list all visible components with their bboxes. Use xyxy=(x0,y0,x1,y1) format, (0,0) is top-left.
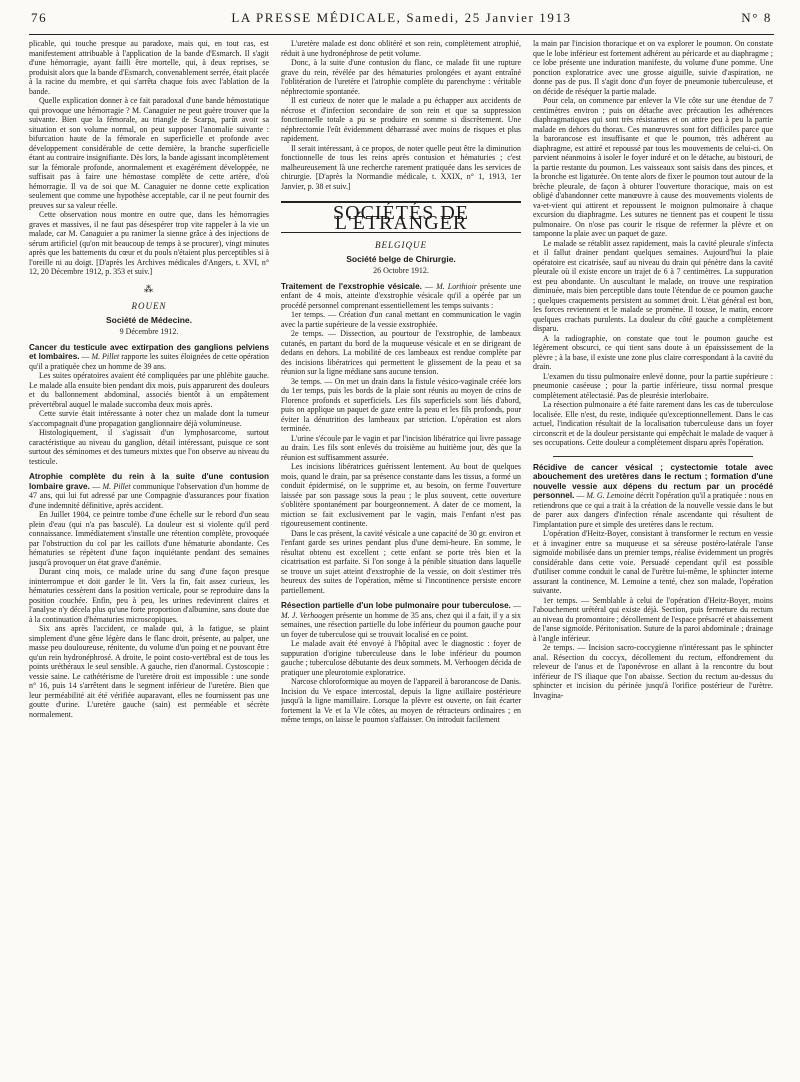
section-banner: SOCIÉTÉS DE L'ÉTRANGER xyxy=(281,201,521,233)
paragraph: Il est curieux de noter que le malade a pu échapper aux accidents de nécrose et d'infection secondaire de son rein et que sa suppression fonctionnelle totale a pu se produire en somme si discrètement. Une néphrectomie l'eût évidemment débarrassé avec moins de risques et plus rapidement. xyxy=(281,96,521,143)
paragraph: Narcose chloroformique au moyen de l'appareil à barorancose de Danis. Incision du Ve espace intercostal, depuis la ligne axillaire postérieure jusqu'à la ligne mamillaire. Lorsque la plèvre est ouverte, on fait écarter fortement la Ve et la VIe côtes, au moyen de rétracteurs ordinaires ; en même temps, on laisse le poumon s'affaisser. On introduit facilement xyxy=(281,677,521,724)
paragraph: la main par l'incision thoracique et on va explorer le poumon. On constate que le lobe inférieur est fortement adhérent au péricarde et au diaphragme ; ce lobe présente une induration manifeste, du volume d'une pomme. Une ponction exploratrice avec une grosse aiguille, suivie d'aspiration, ne donne pas de pus. Il s'agit donc d'un foyer de pneumonie tuberculeuse, et on décide de réséquer la partie malade. xyxy=(533,39,773,96)
paragraph: Les incisions libératrices guérissent lentement. Au bout de quelques mois, quand le drain, par sa présence constante dans les tissus, a formé un conduit épidermisé, on le supprime et, au besoin, on ferme l'ouverture laissée par son passage sous la peau ; le plus souvent, cette ouverture s'oblitère spontanément par bourgeonnement. A dater de ce moment, la miction se fait exclusivement par le vagin, mais l'enfant n'est pas rigoureusement continente. xyxy=(281,462,521,528)
column-2 xyxy=(281,39,521,1075)
paragraph: La résection pulmonaire a été faite rarement dans les cas de tuberculose localisée. Elle n'est, du reste, indiquée qu'exceptionnellement. Dans le cas actuel, l'indication résultait de la localisation tuberculeuse dans un foyer circonscrit et de la douleur persistante qui empêchait le malade de vaquer à ses occupations. Cette douleur a complètement disparu après l'opération. xyxy=(533,400,773,447)
paragraph: 1er temps. — Création d'un canal mettant en communication le vagin avec la partie supérieure de la vessie exstrophiée. xyxy=(281,310,521,329)
paragraph: L'uretère malade est donc oblitéré et son rein, complètement atrophié, réduit à une hydronéphrose de petit volume. xyxy=(281,39,521,58)
article-intro: Cancer du testicule avec extirpation des ganglions pelviens et lombaires. — M. Pillet rapporte les suites éloignées de cette opération qu'il a pratiquée chez un homme de 39 ans. xyxy=(29,342,269,371)
paragraph: L'opération d'Heitz-Boyer, consistant à transformer le rectum en vessie et à invaginer entre sa muqueuse et sa séreuse postéro-latérale l'anse sigmoïde mobilisée dans un premier temps, réalise évidemment un progrès considérable dans cette voie. Persuadé cependant qu'il est possible d'utiliser comme conduit le canal de l'urètre lui-même, le sphincter interne assurant la continence, M. Lemoine a tenté, chez son malade, l'opération suivante. xyxy=(533,529,773,595)
separator-rule xyxy=(553,456,753,457)
article-intro: Résection partielle d'un lobe pulmonaire pour tuberculose. — M. J. Verhoogen présente un homme de 35 ans, chez qui il a fait, il y a six semaines, une résection partielle du lobe inférieur du poumon gauche pour un foyer de tuberculose qui se trouvait localisé en ce point. xyxy=(281,601,521,639)
city-heading: ROUEN xyxy=(131,301,167,311)
paragraph: Histologiquement, il s'agissait d'un lymphosarcome, surtout caractéristique au niveau du ganglion, détail intéressant, puisque ce sont surtout des séminomes et des tumeurs mixtes que l'on observe au niveau du testicule. xyxy=(29,428,269,466)
article-author: M. Pillet xyxy=(91,352,120,361)
paragraph: A la radiographie, on constate que tout le poumon gauche est légèrement obscurci, ce qui tient sans doute à un épaississement de la plèvre ; à la base, il existe une zone plus claire correspondant à la cavité du drain. xyxy=(533,333,773,371)
article-author: M. Lorthioir xyxy=(436,281,477,291)
article-author: M. G. Lemoine xyxy=(586,491,634,500)
article-lead: communique l'observation d'un homme de 47 ans, qui lui fut adressé par une Compagnie d'assurances pour fixation d'une indemnité définitive, après accident. xyxy=(29,481,269,510)
paragraph: En Juillet 1904, ce peintre tombe d'une échelle sur le rebord d'un seau plein d'eau (qui n'a pas basculé). La douleur est si violente qu'il perd connaissance. Immédiatement s'installe une rétention complète, provoquée par l'obstruction du col par les caillots d'une hématurie abondante. Ces hématuries se répètent d'une façon inquiétante pendant des semaines jusqu'à provoquer un état grave d'anémie. xyxy=(29,510,269,567)
masthead-title: LA PRESSE MÉDICALE, Samedi, 25 Janvier 1913 xyxy=(231,10,572,25)
article-author: M. Pillet xyxy=(102,481,131,491)
article-heading: Cancer du testicule avec extirpation des ganglions pelviens et lombaires. xyxy=(29,342,269,361)
paragraph: Cette survie était intéressante à noter chez un malade dont la tumeur s'accompagnait d'une propagation ganglionnaire déjà volumineuse. xyxy=(29,409,269,428)
article-lead: présente un homme de 35 ans, chez qui il a fait, il y a six semaines, une résection partielle du lobe inférieur du poumon gauche pour un foyer de tuberculose qui se trouvait localisé en ce point. xyxy=(281,610,521,639)
paragraph: L'urine s'écoule par le vagin et par l'incision libératrice qui livre passage au drain. Les fils sont enlevés du troisième au huitième jour, dès que la réunion est suffisamment assurée. xyxy=(281,433,521,462)
article-intro: Traitement de l'exstrophie vésicale. — M. Lorthioir présente une enfant de 4 mois, atteinte d'exstrophie vésicale qu'il a opérée par un procédé personnel comprenant essentiellement les temps suivants : xyxy=(281,281,521,310)
paragraph: Quelle explication donner à ce fait paradoxal d'une bande hémostatique qui provoque une hémorragie ? M. Canaguier ne peut guère trouver que la suivante. Bien que la fémorale, au triangle de Scarpa, parût avoir sa situation et son volume normal, on peut supposer l'anomalie suivante : bifurcation haute de la fémorale en superficielle et profonde avec développement considérable de cette dernière, la branche superficielle étant au contraire insignifiante. Dès lors, la bande agissant incomplètement sur la fémorale profonde, anormalement et exagérément développée, ne suffisait pas à faire une hémostase complète de cette artère, d'où hémorragie. Il va de soi que M. Canaguier ne donne cette explication seulement que comme une hypothèse acceptable, car il ne peut fournir des preuves sur sa valeur réelle. xyxy=(29,96,269,210)
paragraph: Dans le cas présent, la cavité vésicale a une capacité de 30 gr. environ et l'enfant garde ses urines pendant plus d'une demi-heure. En somme, le résultat obtenu est excellent ; cette enfant se porte très bien et la cicatrisation est parfaite. Si l'on songe à la pénible situation dans laquelle se trouve un sujet atteint d'exstrophie de la vessie, on doit s'estimer très heureux des suites de l'opération, même si l'incontinence persiste encore partiellement. xyxy=(281,528,521,595)
column-1 xyxy=(29,39,269,1075)
paragraph: Le malade se rétablit assez rapidement, mais la cavité pleurale s'infecta et il fallut drainer pendant quelques semaines. Aujourd'hui la plaie opératoire est cicatrisée, sauf au niveau du drain qui pénètre dans la cavité pleurale où il existe encore un trajet de 6 à 7 centimètres. La suppuration est peu abondante. Un auscultant le malade, on trouve une respiration diminuée, mais bien perceptible dans toute l'étendue de ce poumon gauche ; quelques craquements persistent au sommet droit. L'état général est bon, les forces reviennent et le malade se promène. Il tousse, le matin, encore quelques crachats purulents. La douleur du côté gauche a complètement disparu. xyxy=(533,238,773,333)
paragraph: plicable, qui touche presque au paradoxe, mais qui, en tout cas, est manifestement attribuable à l'application de la bande d'Esmarch. Il s'agit d'une hémorragie, ayant failli être mortelle, qui, à deux reprises, se produisit alors que la bande d'Esmarch, convenablement serrée, était placée à la racine du membre, et qui s'arrêta chaque fois avec l'ablation de la bande. xyxy=(29,39,269,96)
columns xyxy=(29,39,774,1075)
article-heading: Récidive de cancer vésical ; cystectomie totale avec abouchement des uretères dans le rectum ; formation d'une nouvelle vessie aux dépens du rectum par un procédé personnel. xyxy=(533,462,773,500)
paragraph: 2e temps. — Dissection, au pourtour de l'exstrophie, de lambeaux cutanés, en partant du bord de la muqueuse vésicale et en se dirigeant de dedans en dehors. La mobilité de ces lambeaux est rendue complète par des incisions libératrices qui permettent le glissement de la peau et sa réunion sur la ligne médiane sans aucune tension. xyxy=(281,329,521,376)
meeting-date: 26 Octobre 1912. xyxy=(373,266,429,275)
paragraph: Il serait intéressant, à ce propos, de noter quelle peut être la diminution fonctionnelle de tous les reins après contusion et hématuries ; c'est malheureusement là une recherche rarement pratiquée dans les services de chirurgie. [D'après la Normandie médicale, t. XXIX, n° 1, 1913, 1er Janvier, p. 38 et suiv.] xyxy=(281,143,521,191)
article-intro: Atrophie complète du rein à la suite d'une contusion lombaire grave. — M. Pillet communique l'observation d'un homme de 47 ans, qui lui fut adressé par une Compagnie d'assurances pour fixation d'une indemnité définitive, après accident. xyxy=(29,472,269,510)
paragraph: 2e temps. — Incision sacro-coccygienne n'intéressant pas le sphincter anal. Résection du coccyx, décollement du rectum, effondrement du releveur de l'anus et de l'aponévrose en allant à la rencontre du bout inférieur de l'S iliaque que l'on abaisse. Section du rectum au-dessus du sphincter et incision du périnée jusqu'à l'orifice postérieur de l'urètre. Invagina- xyxy=(533,643,773,700)
article-lead: présente une enfant de 4 mois, atteinte d'exstrophie vésicale qu'il a opérée par un procédé personnel comprenant essentiellement les temps suivants : xyxy=(281,281,521,310)
paragraph: Les suites opératoires avaient été compliquées par une phlébite gauche. Le malade alla ensuite bien pendant dix mois, puis apparurent des douleurs et du ballonnement abdominal, associés bientôt à un empâtement prévertébral auquel le malade succomba deux mois après. xyxy=(29,371,269,409)
article-heading: Traitement de l'exstrophie vésicale. xyxy=(281,281,422,291)
article-lead: décrit l'opération qu'il a pratiquée : nous en retiendrons que ce qui a trait à la création de la nouvelle vessie dans le but de parer aux dangers d'infection rénale ascendante qui résultent de l'implantation pure et simple des uretères dans le rectum. xyxy=(533,491,773,529)
paragraph: 3e temps. — On met un drain dans la fistule vésico-vaginale créée lors du 1er temps, puis les bords de la plaie sont réunis au moyen de crins de Florence profonds et superficiels. Les fils superficiels sont liés d'abord, puis on applique un paquet de gaze entre la peau et les fils profonds, pour éviter la dénutrition des lambeaux par striction. L'opération est alors terminée. xyxy=(281,376,521,433)
article-intro: Récidive de cancer vésical ; cystectomie totale avec abouchement des uretères dans le rectum ; formation d'une nouvelle vessie aux dépens du rectum par un procédé personnel. — M. G. Lemoine décrit l'opération qu'il a pratiquée : nous en retiendrons que ce qui a trait à la création de la nouvelle vessie dans le but de parer aux dangers d'infection rénale ascendante qui résultent de l'implantation pure et simple des uretères dans le rectum. xyxy=(533,462,773,529)
society-heading: Société de Médecine. xyxy=(106,314,192,325)
article-heading: Résection partielle d'un lobe pulmonaire pour tuberculose. xyxy=(281,601,511,610)
article-heading: Atrophie complète du rein à la suite d'une contusion lombaire grave. xyxy=(29,472,269,491)
page-number: 76 xyxy=(31,10,48,25)
section-ornament: ⁂ xyxy=(144,283,154,294)
article-author: M. J. Verhoogen xyxy=(281,610,334,620)
paragraph: Six ans après l'accident, ce malade qui, à la fatigue, se plaint simplement d'une gêne légère dans le flanc droit, présente, au palper, une masse peu douloureuse, rénitente, du volume d'un poing et ne pouvant être qu'un rein hydronéphrosé. A droite, le point costo-vertébral est de tous les points uréthéraux le seul sensible. A gauche, rien d'anormal. Cystoscopie : vessie saine. Le cathétérisme de l'uretère droit est impossible : une sonde n° 16, puis 14 s'arrêtent dans le segment inférieur de l'uretère. Bien que leur perméabilité ait été vérifiée auparavant, elles ne fournissent pas une goutte d'urine. L'uretère gauche (sain) est perméable et sécrète normalement. xyxy=(29,624,269,719)
paragraph: Pour cela, on commence par enlever la VIe côte sur une étendue de 7 centimètres environ ; puis on détache avec précaution les adhérences diaphragmatiques qui sont très résistantes et on attire peu à peu la partie malade en dehors du thorax. Ces manœuvres sont fort difficiles parce que la barorancose est insuffisante et que le poumon, très adhérent au diaphragme, est attiré et repoussé par tous les mouvements de celui-ci. On parvient néanmoins à isoler le foyer induré et on le détache, au bistouri, de la partie restante du poumon. Les vaisseaux sont saisis dans des pinces, et la bronche est ligaturée. On tente alors de fixer le poumon tout autour de la brèche pleurale, de façon à obturer l'ouverture thoracique, mais on est obligé d'abandonner cette manœuvre à cause des mouvements violents de va-et-vient qui attirent et repoussent le moignon pulmonaire à chaque excursion du diaphragme. Les sutures ne tiennent pas et coupent le tissu pulmonaire. On n'ose pas courir le risque de refermer la plèvre et on tamponne la plaie avec un paquet de gaze. xyxy=(533,96,773,238)
society-heading: Société belge de Chirurgie. xyxy=(346,253,456,264)
paragraph: Donc, à la suite d'une contusion du flanc, ce malade fit une rupture grave du rein, révélée par des hématuries prolongées et ayant entraîné l'oblitération de l'uretère et l'atrophie complète du parenchyme : véritable néphrectomie spontanée. xyxy=(281,58,521,96)
paragraph: Le malade avait été envoyé à l'hôpital avec le diagnostic : foyer de suppuration d'origine tuberculeuse dans le lobe inférieur du poumon gauche ; tuberculose débutante des deux sommets. M. Verhoogen décida de pratiquer une pleurotomie exploratrice. xyxy=(281,639,521,677)
column-3 xyxy=(533,39,773,1075)
country-heading: BELGIQUE xyxy=(375,240,427,250)
paragraph: 1er temps. — Semblable à celui de l'opération d'Heitz-Boyer, moins l'abouchement urétéral qui existe déjà. Section, puis fermeture du rectum au niveau du promontoire ; décollement de l'espace présacré et abaissement de l'anse sigmoïde. Péritonisation. Suture de la paroi abdominale ; drainage à l'angle inférieur. xyxy=(533,595,773,643)
paragraph: Durant cinq mois, ce malade urine du sang d'une façon presque ininterrompue et doit garder le lit. Vers la fin, fait assez curieux, les hématuries cessèrent dans la position verticale, pour se reproduire dans la position couchée. Enfin, peu à peu, les urines redevinrent claires et l'analyse n'y décela plus qu'une forte proportion d'albumine, sans doute due à la continuation d'hématuries microscopiques. xyxy=(29,567,269,624)
article-lead: rapporte les suites éloignées de cette opération qu'il a pratiquée chez un homme de 39 ans. xyxy=(29,352,269,371)
issue-number: N° 8 xyxy=(741,10,772,25)
page-header xyxy=(29,0,774,35)
paragraph: L'examen du tissu pulmonaire enlevé donne, pour la partie supérieure : pneumonie caséeuse ; pour la partie inférieure, tissu normal presque complètement atélectasié. Pas de pleurésie interlobaire. xyxy=(533,371,773,400)
meeting-date: 9 Décembre 1912. xyxy=(119,327,179,336)
paragraph: Cette observation nous montre en outre que, dans les hémorragies graves et massives, il ne faut pas désespérer trop vite rappeler à la vie un malade, car M. Canaguier a pu ranimer la sienne grâce à des injections de sérum artificiel (qu'on mit beaucoup de temps à se procurer), vingt minutes après que les battements du cœur et du pouls n'étaient plus perceptibles si à l'oreille ni au doigt. [D'après les Archives médicales d'Angers, t. XVI, n° 12, 20 Décembre 1912, p. 353 et suiv.] xyxy=(29,210,269,276)
